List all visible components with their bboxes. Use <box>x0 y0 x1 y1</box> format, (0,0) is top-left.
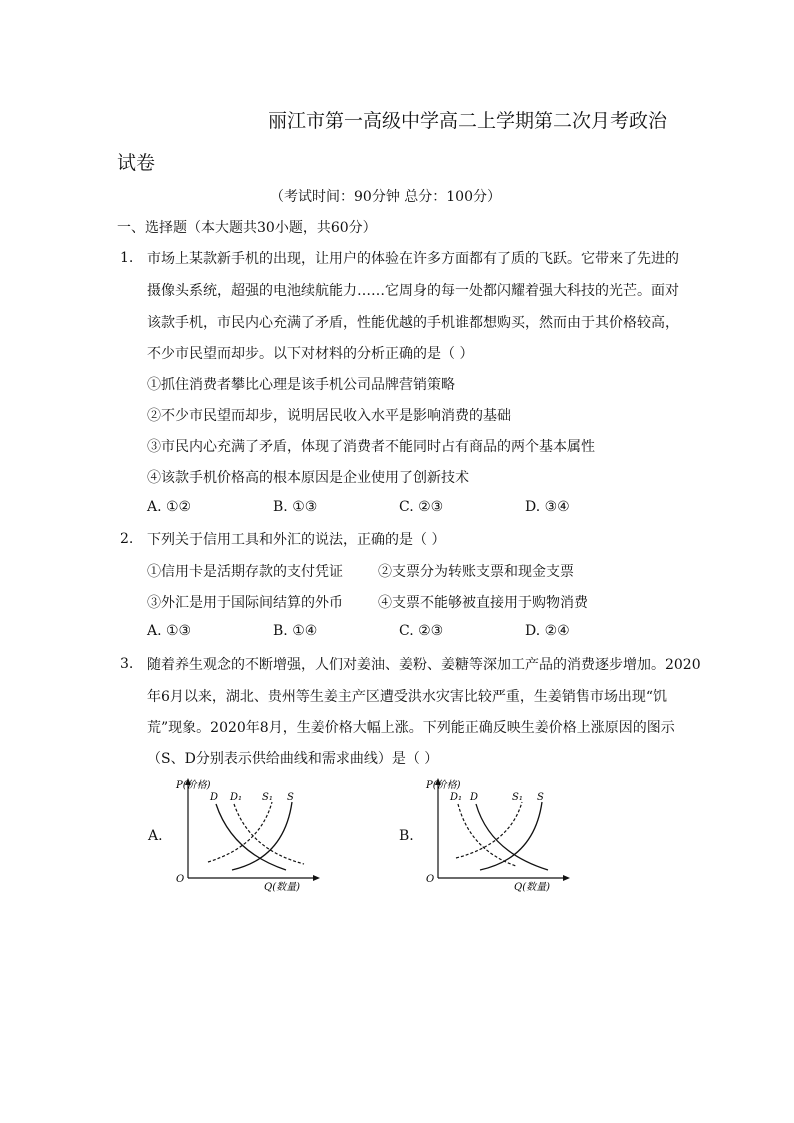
y-axis-label: P(价格) <box>426 780 461 791</box>
curve-label-s1: S₁ <box>512 792 523 803</box>
question-stem-line: 下列关于信用工具和外汇的说法，正确的是（ ） <box>147 532 446 548</box>
statement: ③外汇是用于国际间结算的外币 <box>147 595 343 611</box>
supply-demand-graph-b <box>418 774 578 894</box>
curve-label-s: S <box>537 792 544 803</box>
option-d[interactable]: D. ②④ <box>525 623 570 639</box>
curve-label-s: S <box>287 792 294 803</box>
curve-d <box>476 804 548 870</box>
question-number: 1. <box>120 250 134 266</box>
exam-info: （考试时间：90分钟 总分：100分） <box>270 189 501 205</box>
supply-demand-graph-a <box>168 774 328 894</box>
statement: ②不少市民望而却步，说明居民收入水平是影响消费的基础 <box>147 408 511 424</box>
curve-label-d: D <box>470 792 479 803</box>
statement: ①抓住消费者攀比心理是该手机公司品牌营销策略 <box>147 377 455 393</box>
option-b[interactable]: B. ①④ <box>273 623 318 639</box>
section-heading: 一、选择题（本大题共30小题，共60分） <box>117 220 377 236</box>
question-stem-line: 摄像头系统，超强的电池续航能力……它周身的每一处都闪耀着强大科技的光芒。面对 <box>147 283 679 299</box>
origin-label: O <box>176 874 185 885</box>
option-c[interactable]: C. ②③ <box>399 499 444 515</box>
curve-label-s1: S₁ <box>262 792 273 803</box>
question-stem-line: 随着养生观念的不断增强，人们对姜油、姜粉、姜糖等深加工产品的消费逐步增加。2020 <box>147 657 701 673</box>
curve-label-d1: D₁ <box>450 792 463 803</box>
curve-s1 <box>208 802 272 862</box>
x-axis-label: Q(数量) <box>514 882 551 893</box>
option-b[interactable]: B. ①③ <box>273 499 318 515</box>
statement: ④该款手机价格高的根本原因是企业使用了创新技术 <box>147 470 469 486</box>
x-axis-arrow <box>563 875 570 881</box>
curve-d1 <box>234 804 304 864</box>
option-a[interactable]: A. ①③ <box>147 623 192 639</box>
page-title-line1: 丽江市第一高级中学高二上学期第二次月考政治 <box>268 110 668 132</box>
question-stem-line: 不少市民望而却步。以下对材料的分析正确的是（ ） <box>147 346 474 362</box>
statement: ④支票不能够被直接用于购物消费 <box>378 595 588 611</box>
curve-d <box>216 804 286 870</box>
option-b[interactable]: B. <box>399 828 414 844</box>
curve-label-d: D <box>210 792 219 803</box>
option-c[interactable]: C. ②③ <box>399 623 444 639</box>
question-number: 3. <box>120 656 134 672</box>
page-title-line2: 试卷 <box>117 152 156 174</box>
statement: ③市民内心充满了矛盾，体现了消费者不能同时占有商品的两个基本属性 <box>147 439 595 455</box>
question-stem-line: 年6月以来，湖北、贵州等生姜主产区遭受洪水灾害比较严重，生姜销售市场出现“饥 <box>147 689 668 705</box>
option-a[interactable]: A. ①② <box>147 499 192 515</box>
option-d[interactable]: D. ③④ <box>525 499 570 515</box>
question-number: 2. <box>120 531 134 547</box>
statement: ①信用卡是活期存款的支付凭证 <box>147 564 343 580</box>
curve-s <box>480 802 542 870</box>
curve-label-d1: D₁ <box>230 792 243 803</box>
x-axis-arrow <box>313 875 320 881</box>
x-axis-label: Q(数量) <box>264 882 301 893</box>
statement: ②支票分为转账支票和现金支票 <box>378 564 574 580</box>
question-stem-line: （S、D分别表示供给曲线和需求曲线）是（ ） <box>147 751 439 767</box>
y-axis-label: P(价格) <box>176 780 211 791</box>
option-a[interactable]: A. <box>148 828 163 844</box>
question-stem-line: 该款手机，市民内心充满了矛盾，性能优越的手机谁都想购买，然而由于其价格较高， <box>147 315 679 331</box>
origin-label: O <box>426 874 435 885</box>
question-stem-line: 市场上某款新手机的出现，让用户的体验在许多方面都有了质的飞跃。它带来了先进的 <box>147 251 679 267</box>
curve-d1 <box>458 804 516 866</box>
question-stem-line: 荒”现象。2020年8月，生姜价格大幅上涨。下列能正确反映生姜价格上涨原因的图示 <box>147 720 675 736</box>
